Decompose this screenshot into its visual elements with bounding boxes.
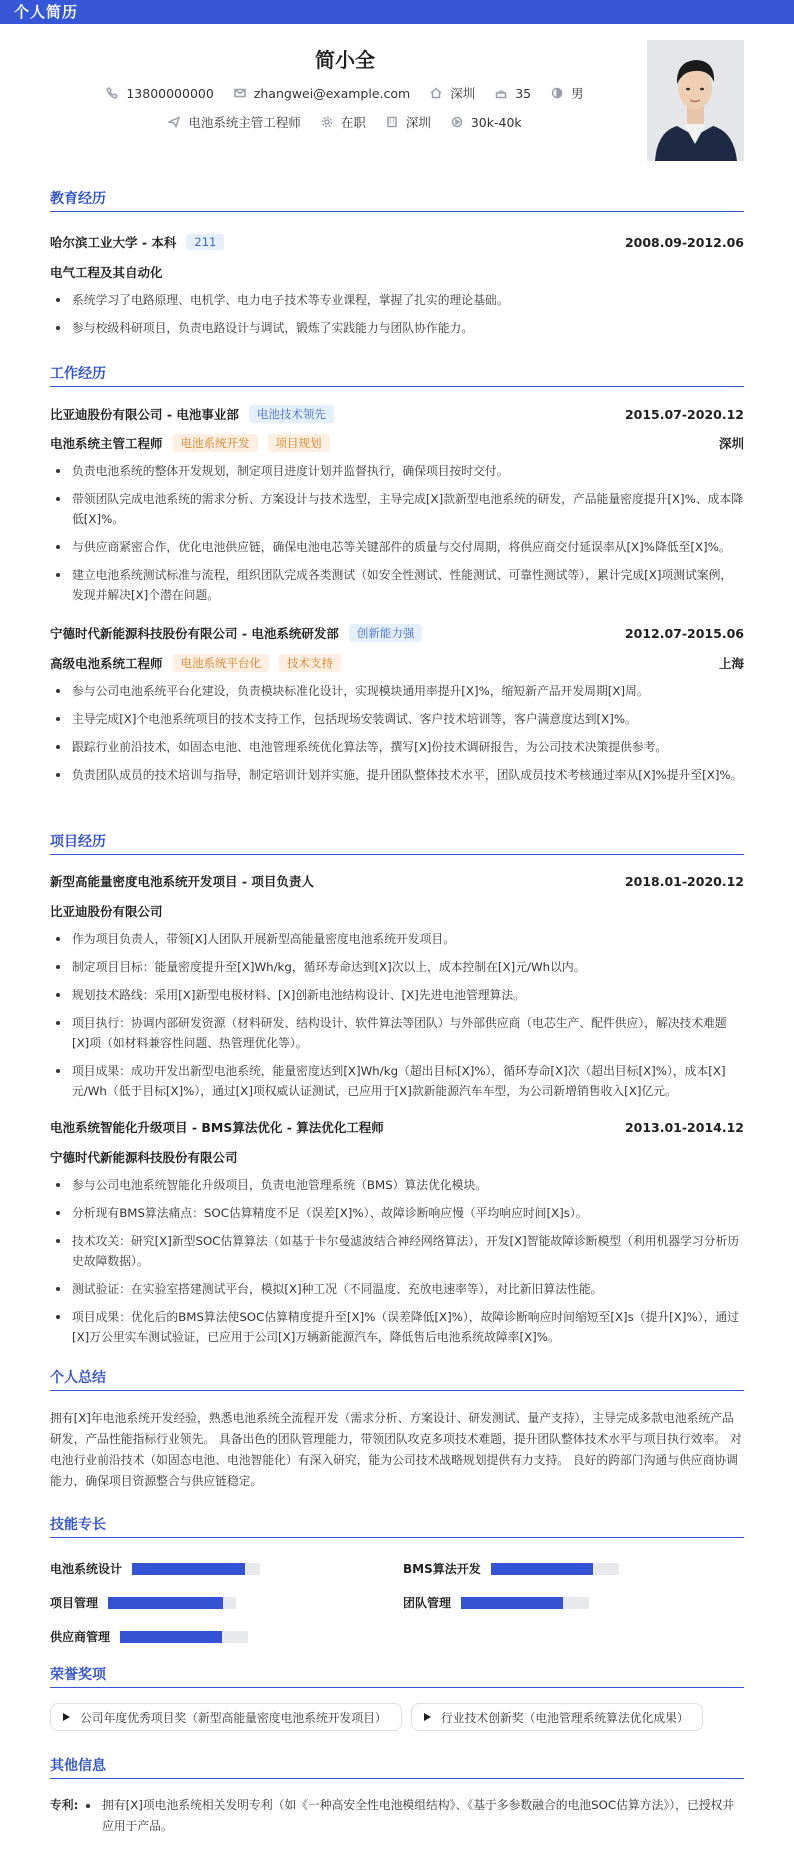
- award-item: [50, 1703, 402, 1731]
- triangle-bullet-icon: [63, 1713, 70, 1721]
- work-company-tag: 电池技术领先: [249, 405, 334, 423]
- list-item: 参与公司电池系统平台化建设，负责模块标准化设计，实现模块通用率提升[X]%，缩短新产品开发周期[X]周。: [50, 681, 744, 701]
- skill-name: 电池系统设计: [50, 1562, 123, 1576]
- skill-item: [50, 1560, 260, 1577]
- project-row: [50, 872, 744, 890]
- job-intent-row: [50, 113, 640, 131]
- work-date: 2015.07-2020.12: [624, 406, 744, 422]
- skill-bar-fill: [461, 1597, 563, 1609]
- list-item: 带领团队完成电池系统的需求分析、方案设计与技术选型，主导完成[X]款新型电池系统的研发，产品能量密度提升[X]%、成本降低[X]%。: [50, 489, 744, 529]
- education-tag: 211: [186, 234, 224, 250]
- skill-bar-fill: [491, 1563, 593, 1575]
- list-item: 作为项目负责人，带领[X]人团队开展新型高能量密度电池系统开发项目。: [50, 929, 744, 949]
- section-title-work: 工作经历: [50, 363, 744, 387]
- email-info: [234, 86, 410, 101]
- list-item: 参与校级科研项目，负责电路设计与调试，锻炼了实践能力与团队协作能力。: [50, 318, 744, 338]
- skill-bar: [491, 1563, 619, 1575]
- work-date: 2012.07-2015.06: [624, 625, 744, 641]
- building-icon: [386, 116, 398, 128]
- profile-header: [50, 40, 744, 170]
- list-item: 测试验证：在实验室搭建测试平台，模拟[X]种工况（不同温度、充放电速率等），对比新旧算法性能。: [50, 1279, 744, 1299]
- list-item: 负责团队成员的技术培训与指导，制定培训计划并实施，提升团队整体技术水平，团队成员技术考核通过率从[X]%提升至[X]%。: [50, 765, 744, 785]
- work-title: 电池系统主管工程师: [50, 436, 163, 451]
- skill-bar: [120, 1631, 248, 1643]
- skill-bar: [132, 1563, 260, 1575]
- section-title-awards: 荣誉奖项: [50, 1664, 744, 1688]
- education-date: 2008.09-2012.06: [624, 234, 744, 250]
- skill-bar: [461, 1597, 589, 1609]
- skill-bar-fill: [120, 1631, 222, 1643]
- work-bullets: [50, 681, 744, 793]
- work-title-row: [50, 654, 744, 672]
- skill-name: BMS算法开发: [403, 1562, 481, 1576]
- list-item: 系统学习了电路原理、电机学、电力电子技术等专业课程，掌握了扎实的理论基础。: [50, 290, 744, 310]
- location-info: [430, 84, 475, 102]
- project-name: 新型高能量密度电池系统开发项目 - 项目负责人: [50, 874, 314, 889]
- summary-text: 拥有[X]年电池系统开发经验，熟悉电池系统全流程开发（需求分析、方案设计、研发测试、量产支持），主导完成多款电池系统产品研发，产品性能指标行业领先。 具备出色的团队管理能力，带领团队攻克多项技术难题，提升团队整体技术水平与项目执行效率。 对电池行业前沿技术（如固态电池、电池智能化）有深入研究，能为公司技术战略规划提供有力支持。 良好的跨部门沟通与供应商协调能力，确保项目资源整合与供应链稳定。: [50, 1411, 742, 1488]
- work-city: 上海: [718, 656, 744, 671]
- city-text: 深圳: [405, 115, 431, 130]
- education-row: [50, 233, 744, 251]
- profile-photo: [647, 40, 744, 161]
- section-title-summary: 个人总结: [50, 1367, 744, 1391]
- skill-bar: [108, 1597, 236, 1609]
- city-info: [386, 113, 431, 131]
- play-circle-icon: [451, 116, 463, 128]
- section-title-skills: 技能专长: [50, 1514, 744, 1538]
- salary-text: 30k-40k: [470, 114, 522, 130]
- position-info: [168, 113, 301, 131]
- phone-info: [106, 86, 213, 101]
- project-bullets: [50, 1175, 744, 1355]
- list-item: 项目成果：成功开发出新型电池系统，能量密度达到[X]Wh/kg（超出目标[X]%），循环寿命[X]次（超出目标[X]%），成本[X]元/Wh（低于目标[X]%），通过[X]项权威认证测试，已应用于[X]款新能源汽车车型，为公司新增销售收入[X]亿元。: [50, 1061, 744, 1101]
- work-company: 宁德时代新能源科技股份有限公司 - 电池系统研发部: [50, 626, 339, 641]
- phone-text: 13800000000: [126, 85, 214, 101]
- skill-name: 供应商管理: [50, 1630, 111, 1644]
- location-text: 深圳: [450, 86, 476, 101]
- list-item: 与供应商紧密合作，优化电池供应链，确保电池电芯等关键部件的质量与交付周期，将供应商交付延误率从[X]%降低至[X]%。: [50, 537, 744, 557]
- phone-icon: [106, 87, 118, 99]
- cake-icon: [495, 87, 507, 99]
- list-item: 主导完成[X]个电池系统项目的技术支持工作，包括现场安装调试、客户技术培训等，客户满意度达到[X]%。: [50, 709, 744, 729]
- project-name: 电池系统智能化升级项目 - BMS算法优化 - 算法优化工程师: [50, 1120, 384, 1135]
- project-company: 宁德时代新能源科技股份有限公司: [50, 1150, 238, 1165]
- skill-item: [403, 1560, 619, 1577]
- work-city: 深圳: [718, 436, 744, 451]
- email-icon: [234, 87, 246, 99]
- skill-item: [50, 1594, 236, 1611]
- salary-info: [451, 115, 522, 130]
- position-text: 电池系统主管工程师: [188, 115, 301, 130]
- work-skill-tag: 项目规划: [268, 434, 330, 452]
- skill-item: [50, 1628, 248, 1645]
- list-item: 技术攻关：研究[X]新型SOC估算算法（如基于卡尔曼滤波结合神经网络算法），开发[X]智能故障诊断模型（利用机器学习分析历史故障数据）。: [50, 1231, 744, 1271]
- status-text: 在职: [340, 115, 366, 130]
- list-item: 建立电池系统测试标准与流程，组织团队完成各类测试（如安全性测试、性能测试、可靠性测试等），累计完成[X]项测试案例，发现并解决[X]个潜在问题。: [50, 565, 744, 605]
- home-icon: [430, 87, 442, 99]
- gear-icon: [321, 116, 333, 128]
- list-item: 项目成果：优化后的BMS算法使SOC估算精度提升至[X]%（误差降低[X]%），故障诊断响应时间缩短至[X]s（提升[X]%），通过[X]万公里实车测试验证，已应用于公司[X]万辆新能源汽车，降低售后电池系统故障率[X]%。: [50, 1307, 744, 1347]
- header-bar: 个人简历: [0, 0, 794, 24]
- section-title-projects: 项目经历: [50, 831, 744, 855]
- skill-bar-fill: [132, 1563, 245, 1575]
- project-row: [50, 1118, 744, 1136]
- project-date: 2018.01-2020.12: [624, 873, 744, 889]
- list-item: 制定项目目标：能量密度提升至[X]Wh/kg，循环寿命达到[X]次以上，成本控制在[X]元/Wh以内。: [50, 957, 744, 977]
- work-company-tag: 创新能力强: [349, 624, 423, 642]
- project-company-row: [50, 902, 744, 920]
- work-company-row: [50, 405, 744, 423]
- send-icon: [168, 116, 180, 128]
- age-info: [495, 86, 531, 101]
- gender-text: 男: [571, 86, 584, 101]
- list-item: 参与公司电池系统智能化升级项目，负责电池管理系统（BMS）算法优化模块。: [50, 1175, 744, 1195]
- work-skill-tag: 电池系统开发: [173, 434, 258, 452]
- education-bullets: [50, 290, 744, 346]
- candidate-name: 简小全: [315, 48, 375, 72]
- list-item: 分析现有BMS算法痛点：SOC估算精度不足（误差[X]%）、故障诊断响应慢（平均响应时间[X]s）。: [50, 1203, 744, 1223]
- work-skill-tag: 电池系统平台化: [173, 654, 270, 672]
- work-title-row: [50, 434, 744, 452]
- section-title-other: 其他信息: [50, 1755, 744, 1779]
- project-company: 比亚迪股份有限公司: [50, 904, 163, 919]
- award-item: [411, 1703, 703, 1731]
- project-bullets: [50, 929, 744, 1109]
- other-info: [50, 1795, 744, 1837]
- work-skill-tag: 技术支持: [279, 654, 341, 672]
- age-text: 35: [515, 85, 532, 101]
- list-item: 负责电池系统的整体开发规划，制定项目进度计划并监督执行，确保项目按时交付。: [50, 461, 744, 481]
- work-company-row: [50, 624, 744, 642]
- email-text: zhangwei@example.com: [253, 85, 411, 101]
- gender-info: [551, 84, 584, 102]
- status-info: [321, 113, 366, 131]
- education-major: [50, 263, 744, 281]
- section-title-education: 教育经历: [50, 188, 744, 212]
- education-school: 哈尔滨工业大学 - 本科: [50, 235, 177, 250]
- other-text: 拥有[X]项电池系统相关发明专利（如《一种高安全性电池模组结构》、《基于多参数融合的电池SOC估算方法》），已授权并应用于产品。: [80, 1795, 744, 1837]
- list-item: 项目执行：协调内部研发资源（材料研发、结构设计、软件算法等团队）与外部供应商（电芯生产、配件供应），解决技术难题[X]项（如材料兼容性问题、热管理优化等）。: [50, 1013, 744, 1053]
- list-item: 规划技术路线：采用[X]新型电极材料、[X]创新电池结构设计、[X]先进电池管理算法。: [50, 985, 744, 1005]
- work-bullets: [50, 461, 744, 613]
- other-label: 专利:: [50, 1798, 79, 1812]
- project-company-row: [50, 1148, 744, 1166]
- list-item: 跟踪行业前沿技术，如固态电池、电池管理系统优化算法等，撰写[X]份技术调研报告，为公司技术决策提供参考。: [50, 737, 744, 757]
- skill-name: 项目管理: [50, 1596, 99, 1610]
- skill-bar-fill: [108, 1597, 223, 1609]
- project-date: 2013.01-2014.12: [624, 1119, 744, 1135]
- award-text: 公司年度优秀项目奖（新型高能量密度电池系统开发项目）: [80, 1710, 387, 1725]
- skill-item: [403, 1594, 589, 1611]
- education-major-text: 电气工程及其自动化: [50, 265, 163, 280]
- work-company: 比亚迪股份有限公司 - 电池事业部: [50, 407, 239, 422]
- award-text: 行业技术创新奖（电池管理系统算法优化成果）: [441, 1710, 689, 1725]
- contact-row: [50, 84, 640, 102]
- skill-name: 团队管理: [403, 1596, 452, 1610]
- work-title: 高级电池系统工程师: [50, 656, 163, 671]
- triangle-bullet-icon: [424, 1713, 431, 1721]
- gender-icon: [551, 87, 563, 99]
